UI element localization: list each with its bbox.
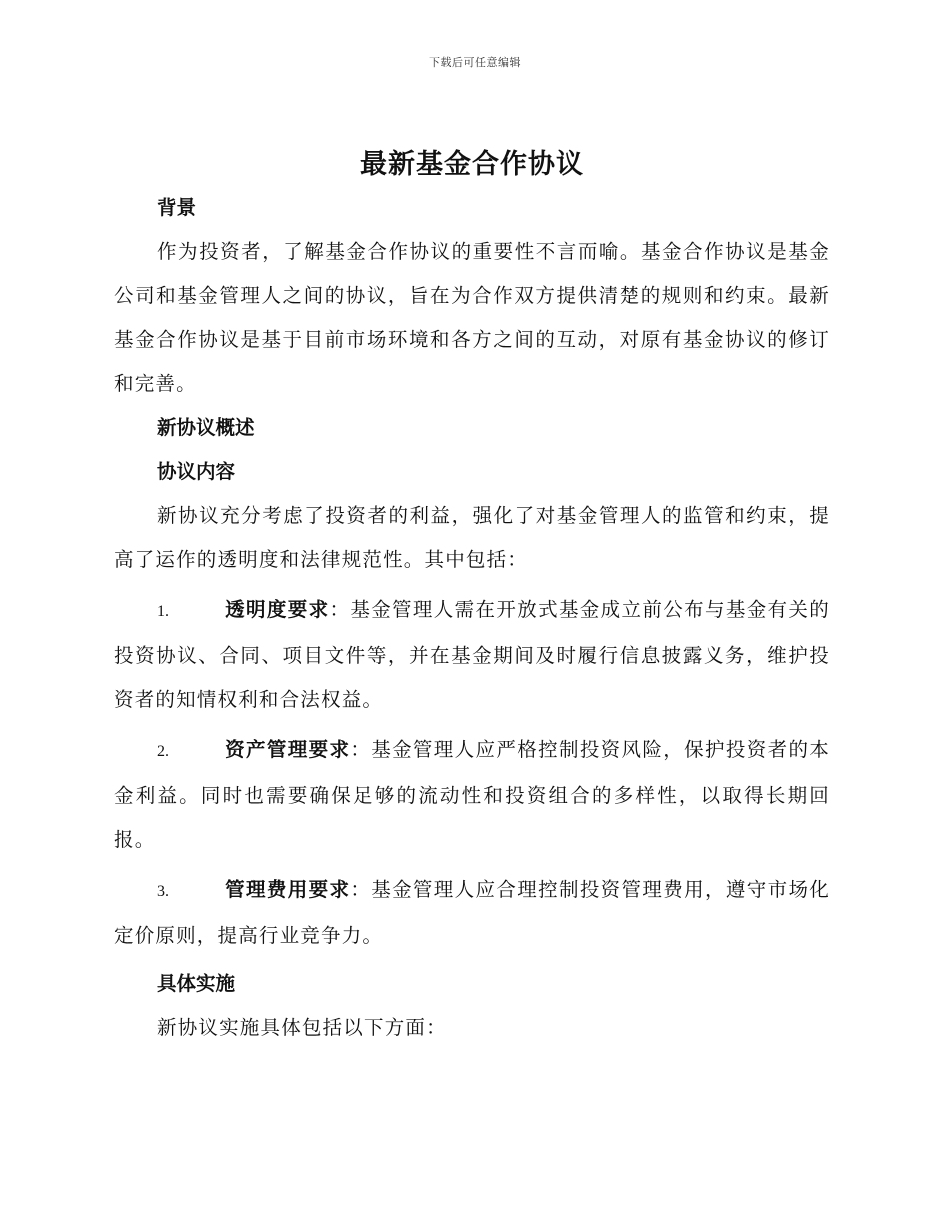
list-item-label: 管理费用要求 — [225, 878, 351, 901]
document-body — [114, 144, 830, 1050]
heading-overview: 新协议概述 — [157, 416, 255, 439]
list-item-asset-management — [114, 728, 830, 862]
paragraph-content-intro: 新协议充分考虑了投资者的利益，强化了对基金管理人的监管和约束，提高了运作的透明度和法律规范性。其中包括： — [114, 504, 830, 571]
list-item-management-fees — [114, 868, 830, 958]
list-item-text: ：基金管理人应合理控制投资管理费用，遵守市场化定价原则，提高行业竞争力。 — [114, 878, 831, 947]
document-title: 最新基金合作协议 — [360, 149, 584, 180]
heading-implementation: 具体实施 — [157, 972, 236, 995]
list-number: 1. — [157, 603, 169, 620]
heading-background: 背景 — [157, 196, 197, 219]
list-item-label: 透明度要求 — [225, 598, 330, 621]
list-item-transparency — [114, 588, 830, 722]
list-number: 3. — [157, 883, 169, 900]
paragraph-background: 作为投资者，了解基金合作协议的重要性不言而喻。基金合作协议是基金公司和基金管理人之间的协议，旨在为合作双方提供清楚的规则和约束。最新基金合作协议是基于目前市场环境和各方之间的互动，对原有基金协议的修订和完善。 — [114, 240, 830, 395]
list-number: 2. — [157, 743, 169, 760]
list-item-label: 资产管理要求 — [225, 738, 351, 761]
paragraph-implementation: 新协议实施具体包括以下方面： — [157, 1016, 447, 1039]
heading-content: 协议内容 — [157, 460, 236, 483]
list-item-text: ：基金管理人应严格控制投资风险，保护投资者的本金利益。同时也需要确保足够的流动性和投资组合的多样性，以取得长期回报。 — [114, 738, 831, 851]
list-item-text: ：基金管理人需在开放式基金成立前公布与基金有关的投资协议、合同、项目文件等，并在基金期间及时履行信息披露义务，维护投资者的知情权利和合法权益。 — [114, 598, 830, 711]
header-note: 下载后可任意编辑 — [429, 56, 521, 69]
